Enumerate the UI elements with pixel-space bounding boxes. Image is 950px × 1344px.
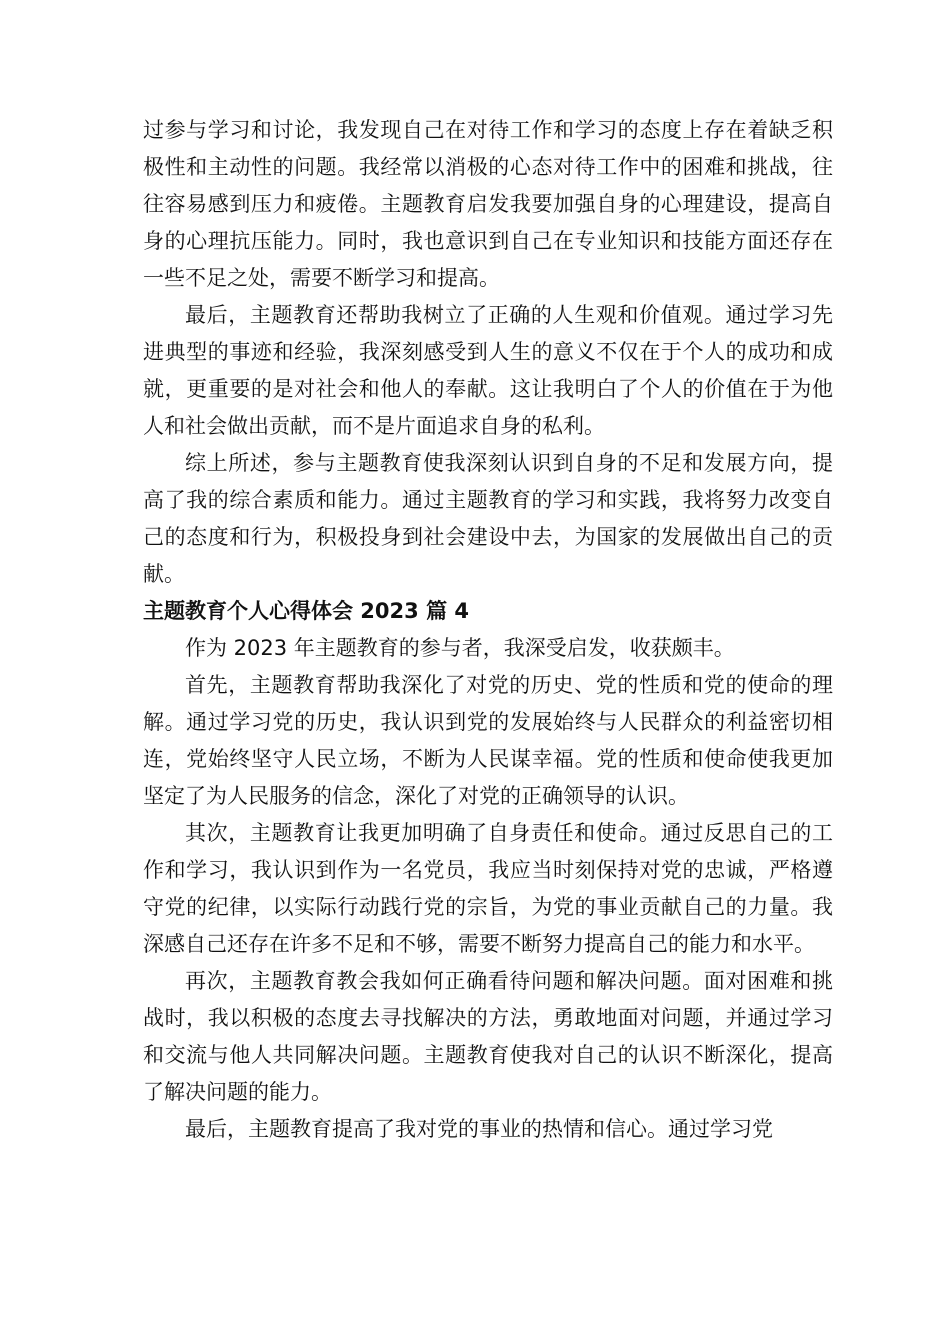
paragraph-summary: 综上所述，参与主题教育使我深刻认识到自身的不足和发展方向，提高了我的综合素质和能力。通过主题教育的学习和实践，我将努力改变自己的态度和行为，积极投身到社会建设中去，为国家的发展做出自己的贡献。 — [143, 451, 833, 586]
document-page — [143, 112, 833, 1148]
paragraph-third: 再次，主题教育教会我如何正确看待问题和解决问题。面对困难和挑战时，我以积极的态度去寻找解决的方法，勇敢地面对问题，并通过学习和交流与他人共同解决问题。主题教育使我对自己的认识不断深化，提高了解决问题的能力。 — [143, 969, 833, 1104]
section-heading: 主题教育个人心得体会 2023 篇 4 — [143, 599, 469, 623]
paragraph-second: 其次，主题教育让我更加明确了自身责任和使命。通过反思自己的工作和学习，我认识到作为一名党员，我应当时刻保持对党的忠诚，严格遵守党的纪律，以实际行动践行党的宗旨，为党的事业贡献自己的力量。我深感自己还存在许多不足和不够，需要不断努力提高自己的能力和水平。 — [143, 821, 833, 956]
paragraph-first: 首先，主题教育帮助我深化了对党的历史、党的性质和党的使命的理解。通过学习党的历史，我认识到党的发展始终与人民群众的利益密切相连，党始终坚守人民立场，不断为人民谋幸福。党的性质和使命使我更加坚定了为人民服务的信念，深化了对党的正确领导的认识。 — [143, 673, 833, 808]
paragraph-continuation: 过参与学习和讨论，我发现自己在对待工作和学习的态度上存在着缺乏积极性和主动性的问题。我经常以消极的心态对待工作中的困难和挑战，往往容易感到压力和疲倦。主题教育启发我要加强自身的心理建设，提高自身的心理抗压能力。同时，我也意识到自己在专业知识和技能方面还存在一些不足之处，需要不断学习和提高。 — [143, 118, 833, 290]
paragraph-worldview: 最后，主题教育还帮助我树立了正确的人生观和价值观。通过学习先进典型的事迹和经验，我深刻感受到人生的意义不仅在于个人的成功和成就，更重要的是对社会和他人的奉献。这让我明白了个人的价值在于为他人和社会做出贡献，而不是片面追求自身的私利。 — [143, 303, 833, 438]
paragraph-last: 最后，主题教育提高了我对党的事业的热情和信心。通过学习党 — [185, 1117, 773, 1141]
paragraph-intro: 作为 2023 年主题教育的参与者，我深受启发，收获颇丰。 — [185, 636, 735, 660]
